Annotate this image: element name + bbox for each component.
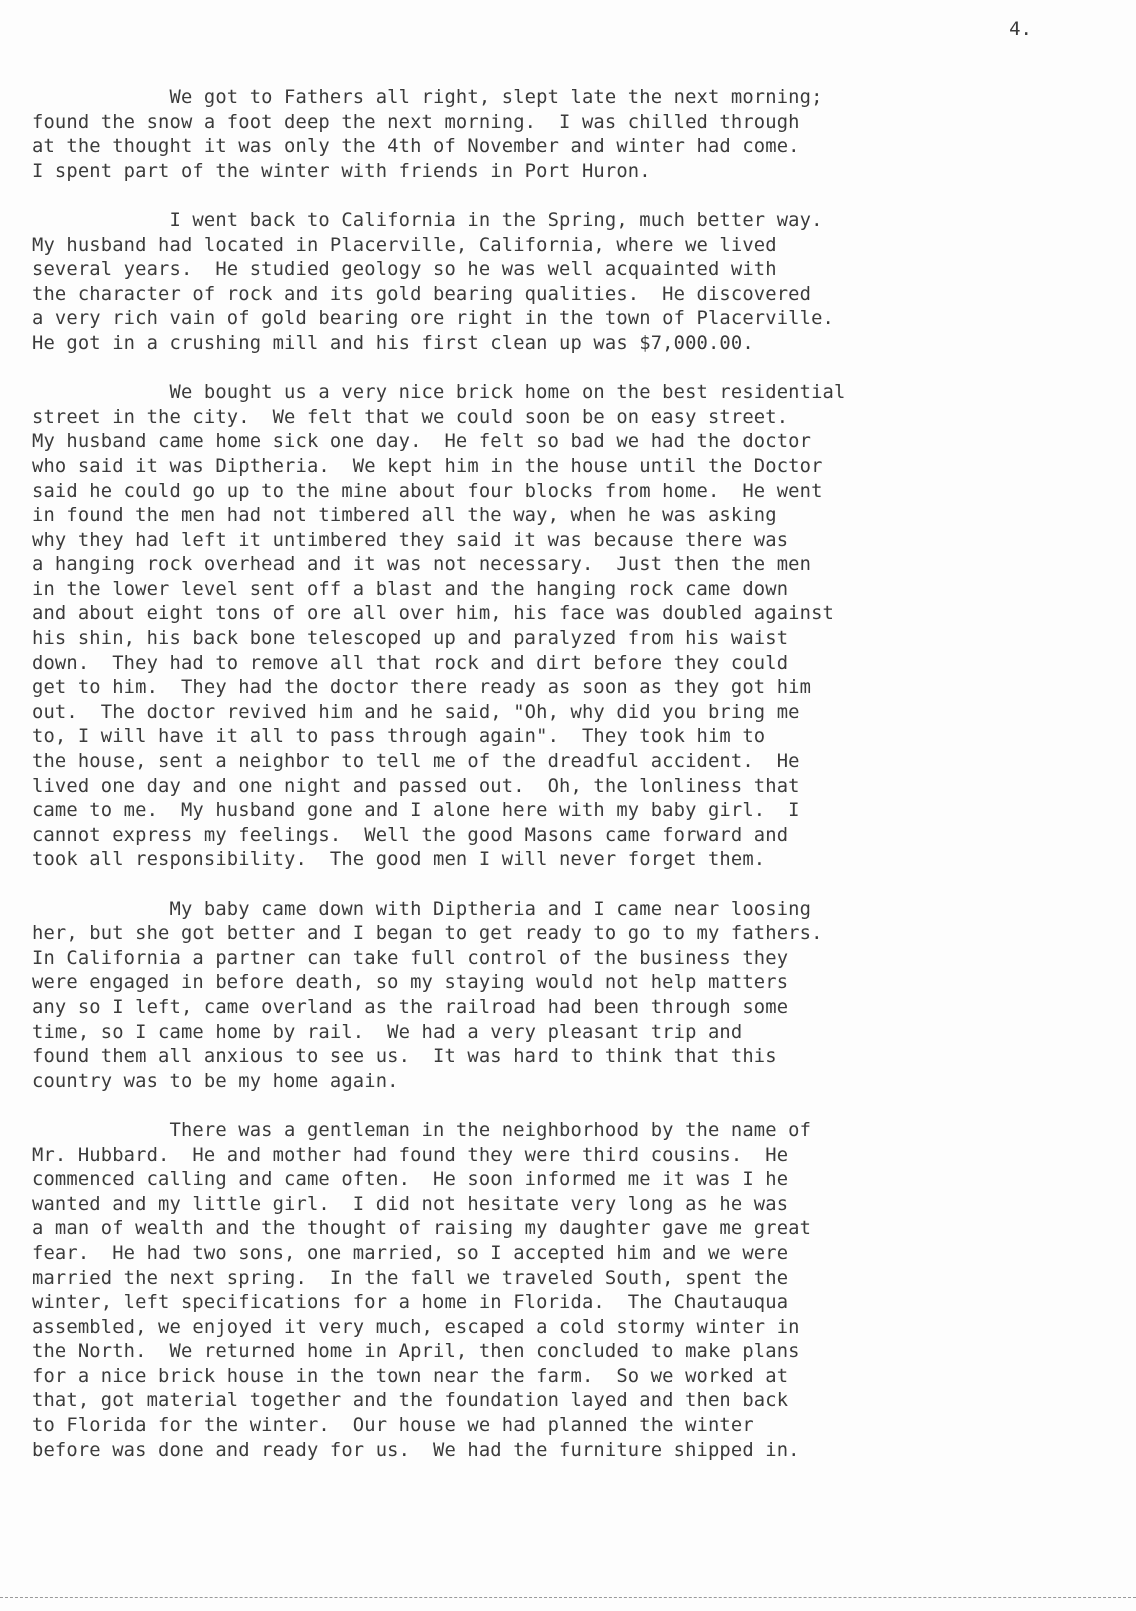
text-line: and about eight tons of ore all over him, his face was doubled against (32, 603, 835, 625)
text-line: who said it was Diptheria. We kept him in the house until the Doctor (32, 455, 823, 477)
text-line: fear. He had two sons, one married, so I accepted him and we were (32, 1242, 789, 1264)
text-line: assembled, we enjoyed it very much, escaped a cold stormy winter in (32, 1316, 800, 1338)
text-line: to Florida for the winter. Our house we had planned the winter (32, 1415, 754, 1437)
text-line: I spent part of the winter with friends in Port Huron. (32, 160, 651, 182)
text-line: a hanging rock overhead and it was not necessary. Just then the men (32, 554, 812, 576)
text-line: in found the men had not timbered all the way, when he was asking (32, 505, 777, 527)
text-line: We bought us a very nice brick home on the best residential (32, 382, 846, 404)
text-line: why they had left it untimbered they said it was because there was (32, 529, 789, 551)
text-line: time, so I came home by rail. We had a very pleasant trip and (32, 1021, 743, 1043)
text-line: the character of rock and its gold bearing qualities. He discovered (32, 283, 812, 305)
paragraph (32, 86, 1112, 184)
text-line: took all responsibility. The good men I will never forget them. (32, 849, 766, 871)
text-line: There was a gentleman in the neighborhood by the name of (32, 1119, 812, 1141)
text-line: a very rich vain of gold bearing ore right in the town of Placerville. (32, 308, 835, 330)
text-line: in the lower level sent off a blast and the hanging rock came down (32, 578, 789, 600)
text-line: the house, sent a neighbor to tell me of the dreadful accident. He (32, 751, 800, 773)
text-line: came to me. My husband gone and I alone here with my baby girl. I (32, 800, 800, 822)
text-line: commenced calling and came often. He soon informed me it was I he (32, 1169, 789, 1191)
text-line: found them all anxious to see us. It was hard to think that this (32, 1046, 777, 1068)
text-line: his shin, his back bone telescoped up and paralyzed from his waist (32, 628, 789, 650)
text-line: cannot express my feelings. Well the good Masons came forward and (32, 824, 789, 846)
paragraph (32, 209, 1112, 357)
text-line: to, I will have it all to pass through again". They took him to (32, 726, 766, 748)
text-line: that, got material together and the foundation layed and then back (32, 1390, 789, 1412)
text-line: He got in a crushing mill and his first clean up was $7,000.00. (32, 332, 754, 354)
text-line: country was to be my home again. (32, 1070, 399, 1092)
paragraph (32, 381, 1112, 873)
text-line: My husband came home sick one day. He felt so bad we had the doctor (32, 431, 812, 453)
text-line: any so I left, came overland as the railroad had been through some (32, 996, 789, 1018)
text-line: were engaged in before death, so my staying would not help matters (32, 972, 789, 994)
text-line: at the thought it was only the 4th of November and winter had come. (32, 136, 800, 158)
text-line: I went back to California in the Spring, much better way. (32, 209, 823, 231)
text-line: In California a partner can take full control of the business they (32, 947, 789, 969)
bottom-rule (0, 1597, 1136, 1598)
text-line: My baby came down with Diptheria and I came near loosing (32, 898, 812, 920)
paragraph (32, 1119, 1112, 1463)
text-line: a man of wealth and the thought of raising my daughter gave me great (32, 1218, 812, 1240)
text-line: out. The doctor revived him and he said, "Oh, why did you bring me (32, 701, 800, 723)
text-line: get to him. They had the doctor there ready as soon as they got him (32, 677, 812, 699)
text-line: for a nice brick house in the town near the farm. So we worked at (32, 1365, 789, 1387)
text-line: married the next spring. In the fall we traveled South, spent the (32, 1267, 789, 1289)
text-line: wanted and my little girl. I did not hesitate very long as he was (32, 1193, 789, 1215)
text-line: down. They had to remove all that rock and dirt before they could (32, 652, 789, 674)
text-line: found the snow a foot deep the next morning. I was chilled through (32, 111, 800, 133)
text-line: said he could go up to the mine about four blocks from home. He went (32, 480, 823, 502)
document-body (32, 86, 1112, 1488)
text-line: My husband had located in Placerville, California, where we lived (32, 234, 777, 256)
text-line: the North. We returned home in April, then concluded to make plans (32, 1341, 800, 1363)
text-line: winter, left specifications for a home in Florida. The Chautauqua (32, 1292, 789, 1314)
text-line: her, but she got better and I began to get ready to go to my fathers. (32, 923, 823, 945)
text-line: Mr. Hubbard. He and mother had found they were third cousins. He (32, 1144, 789, 1166)
text-line: several years. He studied geology so he was well acquainted with (32, 259, 777, 281)
text-line: lived one day and one night and passed out. Oh, the lonliness that (32, 775, 800, 797)
paragraph (32, 898, 1112, 1095)
text-line: street in the city. We felt that we could soon be on easy street. (32, 406, 789, 428)
text-line: We got to Fathers all right, slept late the next morning; (32, 87, 823, 108)
page-number: 4. (1009, 18, 1032, 40)
text-line: before was done and ready for us. We had the furniture shipped in. (32, 1439, 800, 1461)
